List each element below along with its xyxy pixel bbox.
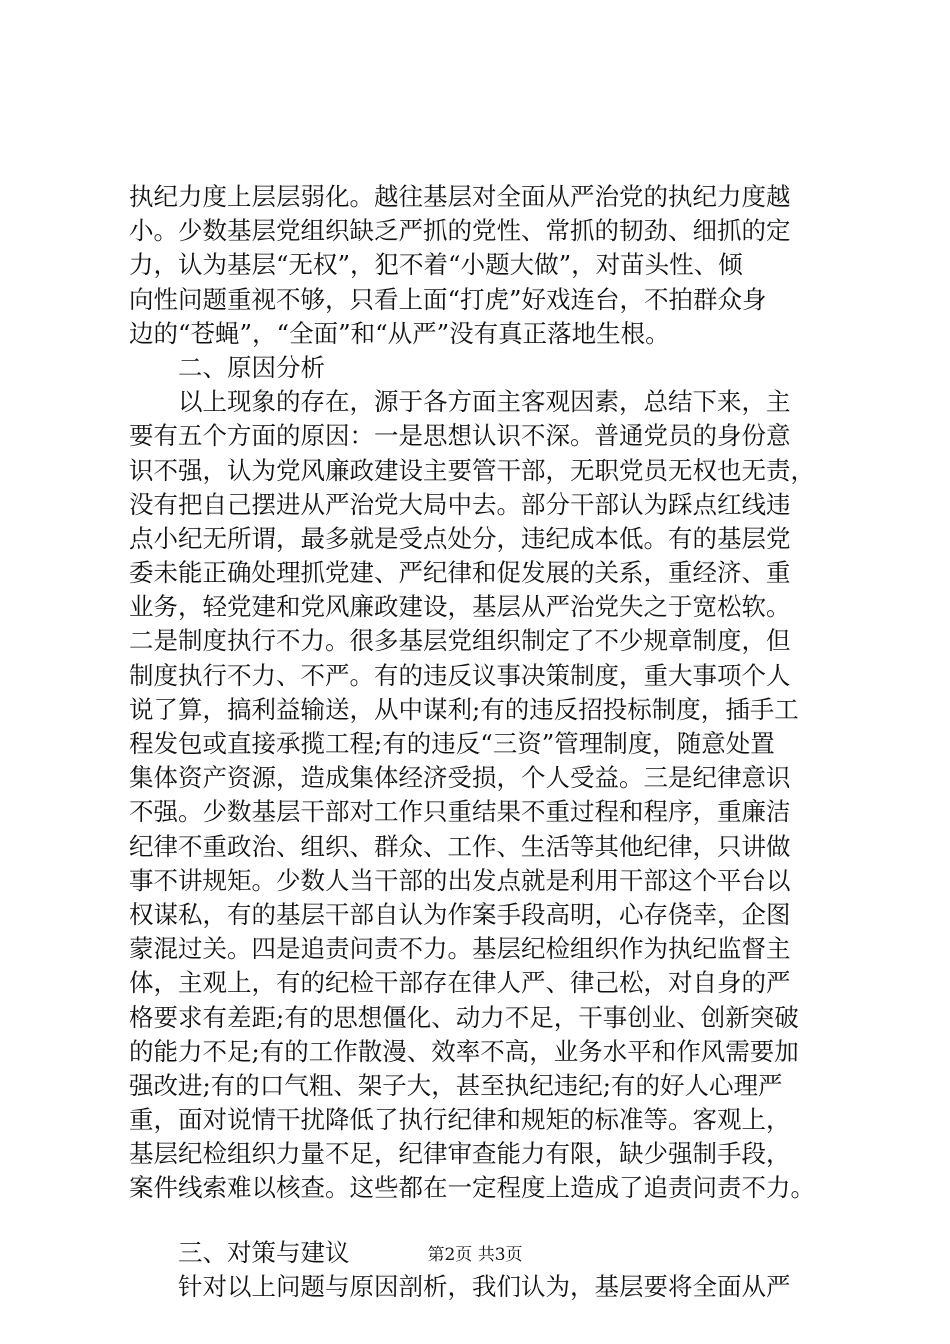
paragraph-line: 边的“苍蝇”，“全面”和“从严”没有真正落地生根。 (129, 318, 670, 348)
paragraph-line: 蒙混过关。四是追责问责不力。基层纪检组织作为执纪监督主 (129, 934, 791, 964)
paragraph-line: 制度执行不力、不严。有的违反议事决策制度，重大事项个人 (129, 660, 791, 690)
paragraph-line: 二是制度执行不力。很多基层党组织制定了不少规章制度，但 (129, 626, 791, 656)
paragraph-line: 格要求有差距;有的思想僵化、动力不足，干事创业、创新突破 (129, 1002, 799, 1032)
section-heading-2: 二、原因分析 (178, 352, 325, 382)
paragraph-line: 权谋私，有的基层干部自认为作案手段高明，心存侥幸，企图 (129, 899, 791, 929)
paragraph-line: 体，主观上，有的纪检干部存在律人严、律己松，对自身的严 (129, 968, 791, 998)
paragraph-line: 识不强，认为党风廉政建设主要管干部，无职党员无权也无责， (129, 455, 815, 485)
paragraph-line: 不强。少数基层干部对工作只重结果不重过程和程序，重廉洁 (129, 797, 791, 827)
paragraph-line: 力，认为基层“无权”，犯不着“小题大做”，对苗头性、倾 (129, 250, 743, 280)
paragraph-line: 执纪力度上层层弱化。越往基层对全面从严治党的执纪力度越 (129, 182, 791, 211)
paragraph-line: 程发包或直接承揽工程;有的违反“三资”管理制度，随意处置 (129, 729, 775, 758)
paragraph-line: 基层纪检组织力量不足，纪律审查能力有限，缺少强制手段， (129, 1139, 791, 1169)
paragraph-line: 强改进;有的口气粗、架子大，甚至执纪违纪;有的好人心理严 (129, 1070, 783, 1100)
section-heading-3: 三、对策与建议 (178, 1237, 350, 1267)
paragraph-gap (129, 1206, 854, 1236)
paragraph-line: 针对以上问题与原因剖析，我们认为，基层要将全面从严 (178, 1271, 791, 1301)
paragraph-line: 业务，轻党建和党风廉政建设，基层从严治党失之于宽松软。 (129, 592, 791, 622)
document-body (129, 180, 854, 1304)
paragraph-line: 小。少数基层党组织缺乏严抓的党性、常抓的韧劲、细抓的定 (129, 216, 791, 246)
paragraph-line: 委未能正确处理抓党建、严纪律和促发展的关系，重经济、重 (129, 558, 791, 588)
paragraph-line: 事不讲规矩。少数人当干部的出发点就是利用干部这个平台以 (129, 865, 791, 895)
paragraph-line: 没有把自己摆进从严治党大局中去。部分干部认为踩点红线违 (129, 489, 791, 519)
paragraph-line: 向性问题重视不够，只看上面“打虎”好戏连台，不拍群众身 (129, 284, 767, 314)
paragraph-line: 的能力不足;有的工作散漫、效率不高，业务水平和作风需要加 (129, 1036, 799, 1066)
paragraph-line: 以上现象的存在，源于各方面主客观因素，总结下来，主 (178, 387, 791, 417)
paragraph-line: 重，面对说情干扰降低了执行纪律和规矩的标准等。客观上， (129, 1105, 791, 1135)
paragraph-line: 说了算，搞利益输送，从中谋利;有的违反招投标制度，插手工 (129, 694, 799, 724)
paragraph-line: 要有五个方面的原因：一是思想认识不深。普通党员的身份意 (129, 421, 791, 451)
paragraph-line: 点小纪无所谓，最多就是受点处分，违纪成本低。有的基层党 (129, 523, 791, 553)
paragraph-line: 集体资产资源，造成集体经济受损，个人受益。三是纪律意识 (129, 763, 791, 793)
page-footer: 第2页 共3页 (427, 1245, 523, 1265)
paragraph-line: 案件线索难以核查。这些都在一定程度上造成了追责问责不力。 (129, 1173, 815, 1203)
paragraph-line: 纪律不重政治、组织、群众、工作、生活等其他纪律，只讲做 (129, 831, 791, 861)
